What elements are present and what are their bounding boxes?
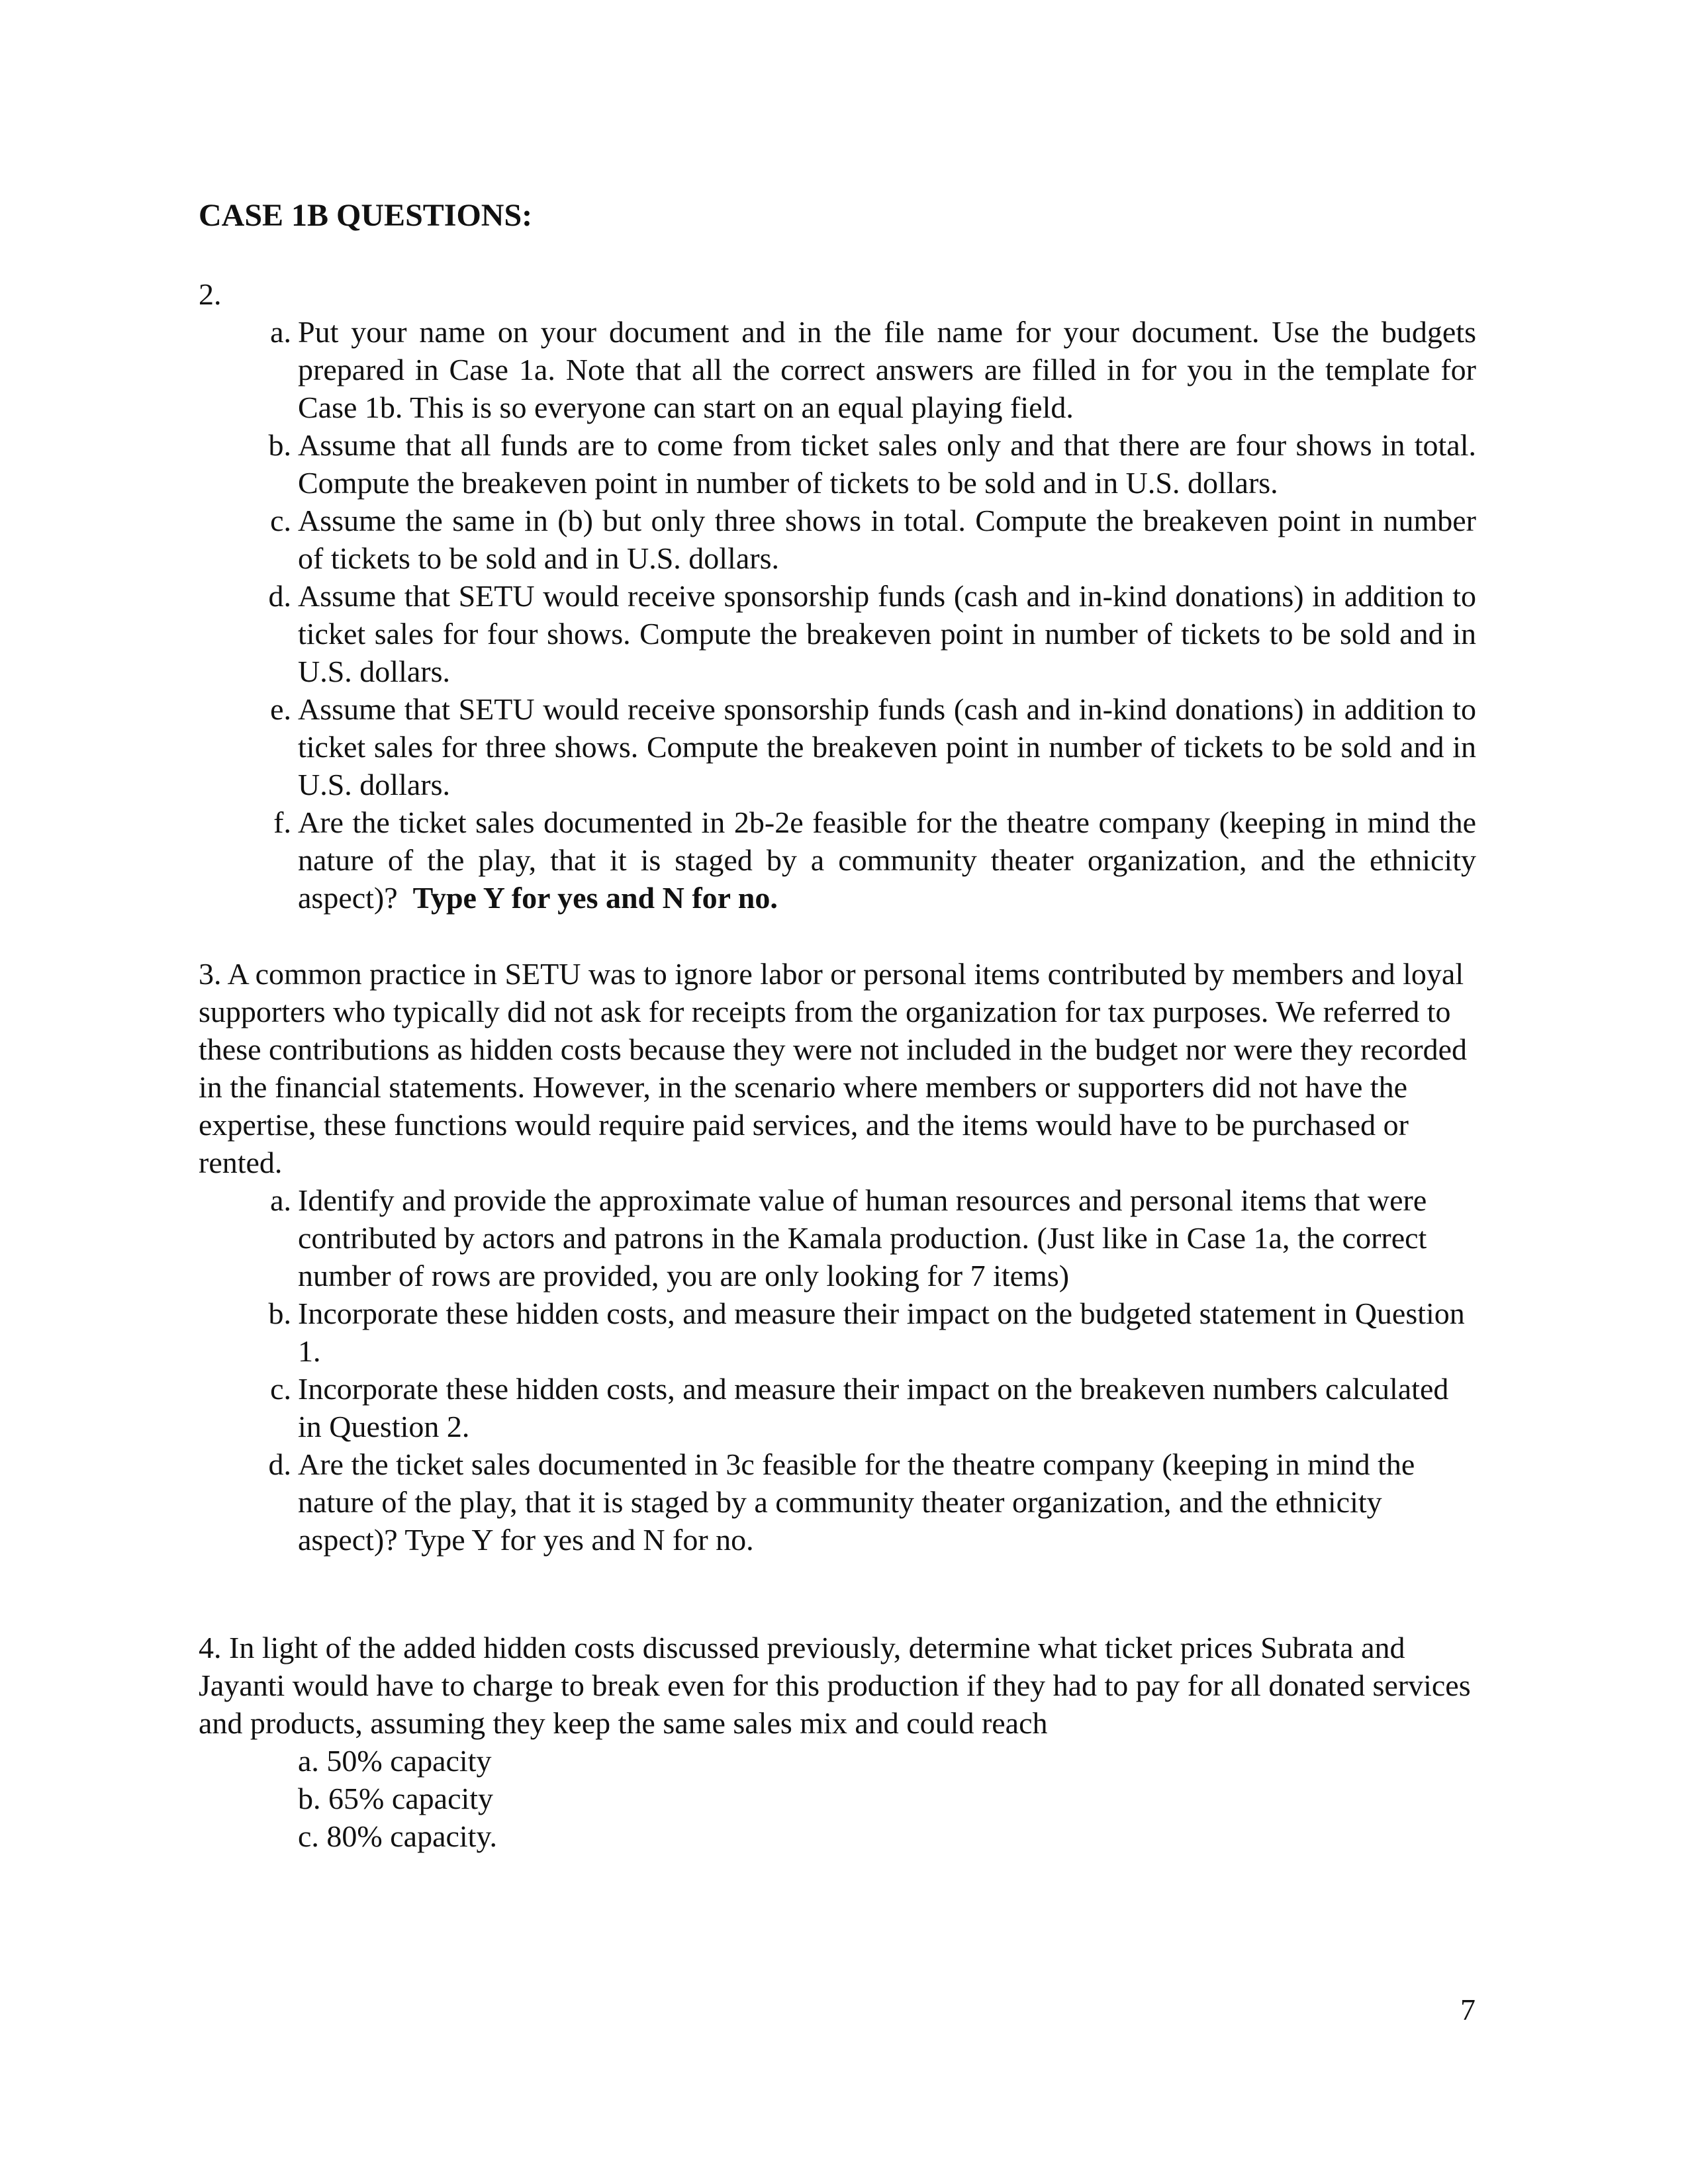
q3-item-c	[245, 1370, 1489, 1445]
item-letter: b.	[268, 428, 291, 462]
q4-option-c: c. 80% capacity.	[298, 1819, 497, 1853]
q2-item-f	[245, 803, 1489, 917]
item-text: Put your name on your document and in the file name for your document. Use the budgets prepared in Case 1a. Note that all the correct answers are filled in for you in the template for Case 1b. This is so everyone can start on an equal playing field.	[298, 315, 1476, 424]
q2-item-b	[245, 426, 1489, 502]
item-text: Assume that all funds are to come from ticket sales only and that there are four shows in total. Compute the breakeven point in number of tickets to be sold and in U.S. dollars.	[298, 428, 1476, 500]
item-letter: a.	[270, 1183, 291, 1217]
item-letter: d.	[268, 579, 291, 613]
q2-item-c	[245, 502, 1489, 577]
question-3-intro: 3. A common practice in SETU was to ignore labor or personal items contributed by members and loyal supporters who typically did not ask for receipts from the organization for tax purposes. We referred to these contributions as hidden costs because they were not included in the budget nor were they recorded in the financial statements. However, in the scenario where members or supporters did not have the expertise, these functions would require paid services, and the items would have to be purchased or rented.	[199, 957, 1468, 1179]
q3-item-a	[245, 1181, 1489, 1295]
item-letter: b.	[268, 1297, 291, 1330]
question-2-number: 2.	[199, 277, 222, 311]
q3-item-b	[245, 1295, 1489, 1370]
item-letter: c.	[270, 1372, 291, 1406]
item-letter: e.	[270, 692, 291, 726]
page-number: 7	[1460, 1993, 1476, 2026]
item-text: Identify and provide the approximate value of human resources and personal items that were contributed by actors and patrons in the Kamala production. (Just like in Case 1a, the correct number of rows are provided, you are only looking for 7 items)	[298, 1183, 1427, 1293]
q2-item-e	[245, 690, 1489, 803]
question-4-intro: 4. In light of the added hidden costs discussed previously, determine what ticket prices Subrata and Jayanti would have to charge to break even for this production if they had to pay for all donated services and products, assuming they keep the same sales mix and could reach	[199, 1631, 1471, 1740]
q2-item-a	[245, 313, 1489, 426]
item-text	[298, 803, 1476, 917]
item-text: Assume that SETU would receive sponsorship funds (cash and in-kind donations) in addition to ticket sales for three shows. Compute the breakeven point in number of tickets to be sold and in U.S. dollars.	[298, 692, 1476, 801]
item-letter: f.	[273, 805, 291, 839]
item-text: Assume that SETU would receive sponsorship funds (cash and in-kind donations) in addition to ticket sales for four shows. Compute the breakeven point in number of tickets to be sold and in U.S. dollars.	[298, 579, 1476, 688]
item-text: Are the ticket sales documented in 3c feasible for the theatre company (keeping in mind the nature of the play, that it is staged by a community theater organization, and the ethnicity aspect)? Type Y for yes and N for no.	[298, 1447, 1415, 1557]
item-text: Assume the same in (b) but only three shows in total. Compute the breakeven point in number of tickets to be sold and in U.S. dollars.	[298, 504, 1476, 575]
q2-item-d	[245, 577, 1489, 690]
item-letter: c.	[270, 504, 291, 537]
q3-item-d	[245, 1445, 1489, 1559]
item-letter: a.	[270, 315, 291, 349]
item-text: Incorporate these hidden costs, and measure their impact on the budgeted statement in Question 1.	[298, 1297, 1465, 1368]
q4-option-a: a. 50% capacity	[298, 1744, 492, 1778]
item-text: Incorporate these hidden costs, and measure their impact on the breakeven numbers calculated in Question 2.	[298, 1372, 1449, 1443]
yes-no-instruction: Type Y for yes and N for no.	[412, 881, 778, 915]
item-letter: d.	[268, 1447, 291, 1481]
item-text-body: Are the ticket sales documented in 2b-2e feasible for the theatre company (keeping in mind the nature of the play, that it is staged by a community theater organization, and the ethnicity aspect)?	[298, 805, 1476, 915]
q4-option-b: b. 65% capacity	[298, 1782, 494, 1815]
page-heading: CASE 1B QUESTIONS:	[199, 198, 533, 233]
